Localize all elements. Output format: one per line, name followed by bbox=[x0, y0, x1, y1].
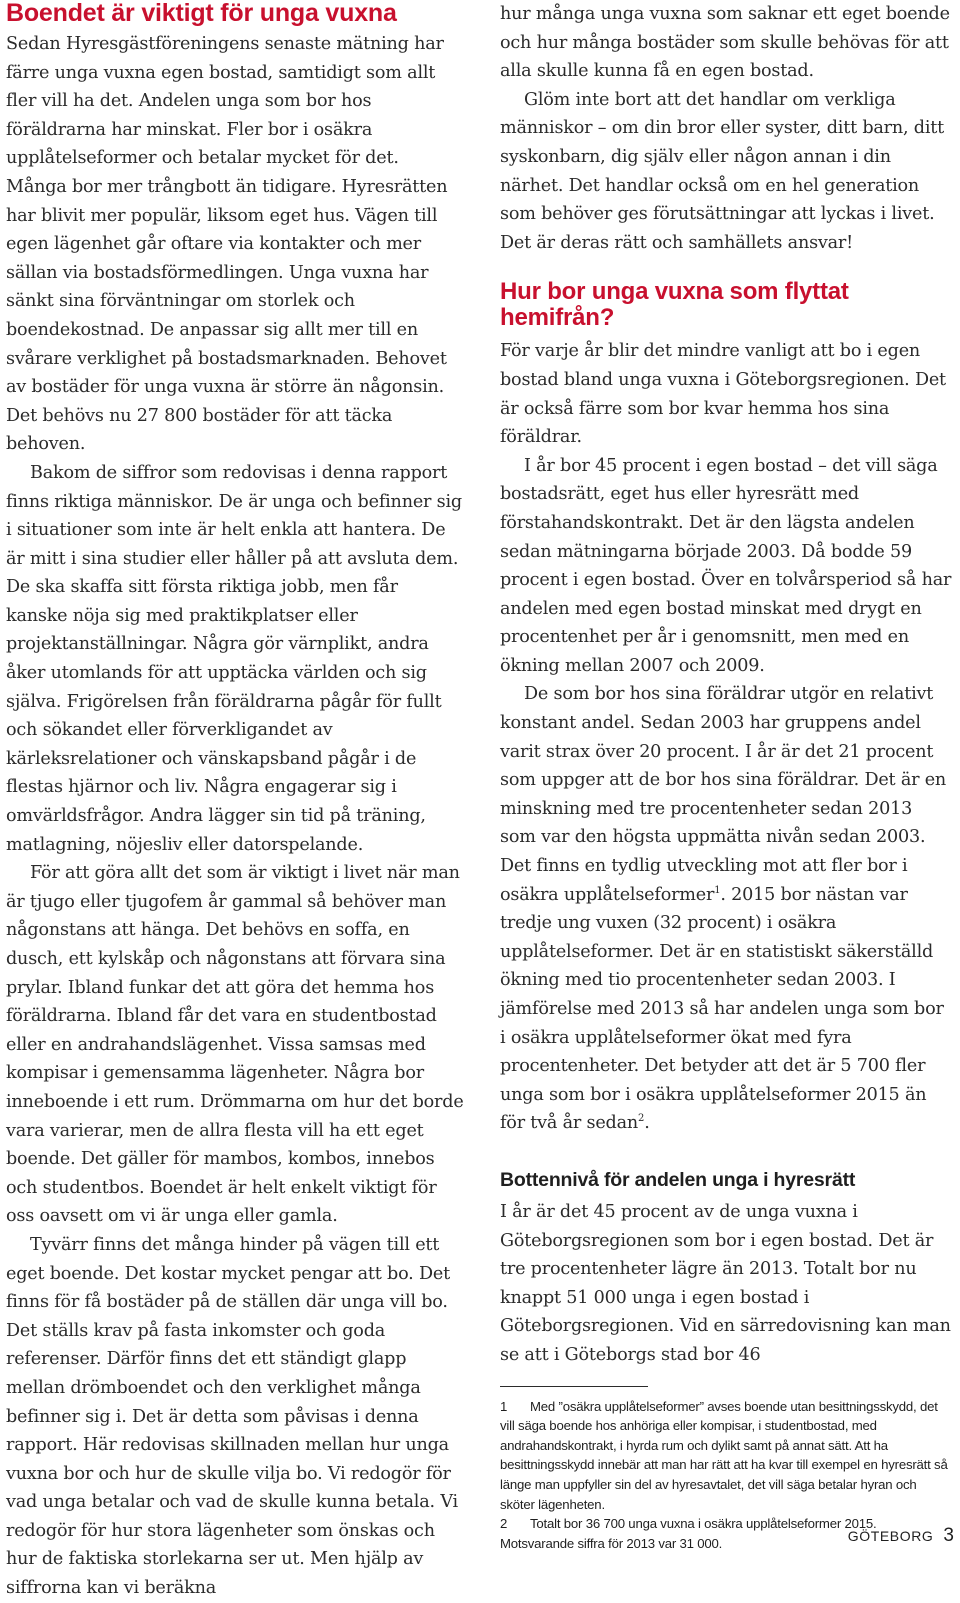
footnote-1 bbox=[500, 1397, 952, 1515]
footnote-divider bbox=[500, 1386, 648, 1387]
section-paragraph-2: I år bor 45 procent i egen bostad – det vill säga bostadsrätt, eget hus eller hyresrätt med förstahandskontrakt. Det är den lägsta andelen sedan mätningarna började 2003. Då bodde 59 procent i egen bostad. Över en tolvårsperiod så har andelen med egen bostad minskat med drygt en procentenhet per år i genomsnitt, men med en ökning mellan 2007 och 2009. bbox=[500, 455, 952, 676]
left-column bbox=[6, 0, 464, 1603]
page-footer bbox=[848, 1525, 954, 1547]
continued-paragraph: hur många unga vuxna som saknar ett eget boende och hur många bostäder som skulle behövas för att alla skulle kunna få en egen bostad. bbox=[500, 4, 950, 82]
body-paragraph-4: Tyvärr finns det många hinder på vägen till ett eget boende. Det kostar mycket pengar att bo. Det finns för få bostäder på de ställen där unga vill bo. Det ställs krav på fasta inkomster och goda referenser. Därför finns det ett ständigt glapp mellan drömboendet och den verklighet många befinner sig i. Det är detta som påvisas i denna rapport. Här redovisas skillnaden mellan hur unga vuxna bor och hur de skulle vilja bo. Vi redogör för vad unga betalar och vad de skulle kunna betala. Vi redogör för hur stora lägenheter som önskas och hur de faktiska storlekarna ser ut. Men hjälp av siffrorna kan vi beräkna bbox=[6, 1234, 458, 1599]
body-paragraph-1: Sedan Hyresgästföreningens senaste mätning har färre unga vuxna egen bostad, samtidigt som allt fler vill ha det. Andelen unga som bor hos föräldrarna har minskat. Fler bor i osäkra upplåtelseformer och betalar mycket för det. Många bor mer trångbott än tidigare. Hyresrätten har blivit mer populär, liksom eget hus. Vägen till egen lägenhet går oftare via kontakter och mer sällan via bostadsförmedlingen. Unga vuxna har sänkt sina förväntningar om storlek och boendekostnad. De anpassar sig allt mer till en svårare verklighet på bostadsmarknaden. Behovet av bostäder för unga vuxna är större än någonsin. Det behövs nu 27 800 bostäder för att täcka behoven. bbox=[6, 34, 448, 455]
paragraph-text: . 2015 bor nästan var tredje ung vuxen (32 procent) i osäkra upplåtelseformer. Det är en statistiskt säkerställd ökning med tio procentenheter sedan 2003. I jämförelse med 2013 så har andelen unga som bor i osäkra upplåtelseformer ökat med fyra procentenheter. Det betyder att det är 5 700 fler unga som bor i osäkra upplåtelseformer 2015 än för två år sedan bbox=[500, 884, 944, 1134]
paragraph-text: De som bor hos sina föräldrar utgör en relativt konstant andel. Sedan 2003 har gruppens andel varit strax över 20 procent. I år är det 21 procent som uppger att de bor hos sina föräldrar. Det är en minskning med tre procentenheter sedan 2013 som var den högsta uppmätta nivån sedan 2003. Det finns en tydlig utveckling mot att fler bor i osäkra upplåtelseformer bbox=[500, 684, 947, 905]
footnote-number: 1 bbox=[500, 1398, 508, 1414]
footnote-text: Med ”osäkra upplåtelseformer” avses boende utan besittningsskydd, det vill säga boende hos anhöriga eller kompisar, i studentbostad, med andrahandskontrakt, i hyrda rum och dylikt samt på annat sätt. Att ha besittningsskydd innebär att man har rätt att ha kvar till exempel en hyresrätt så länge man uppfyller sin del av hyresavtalet, det vill säga betalar hyran och sköter lägenheten. bbox=[500, 1398, 948, 1512]
footnote-number: 2 bbox=[500, 1516, 508, 1532]
page-heading: Boendet är viktigt för unga vuxna bbox=[6, 0, 397, 27]
section-paragraph-1: För varje år blir det mindre vanligt att bo i egen bostad bland unga vuxna i Göteborgsregionen. Det är också färre som bor kvar hemma hos sina föräldrar. bbox=[500, 341, 946, 448]
footnote-ref-2: 2 bbox=[638, 1113, 645, 1125]
paragraph-text: . bbox=[644, 1113, 650, 1134]
page-number: 3 bbox=[943, 1525, 954, 1546]
footnote-text: Totalt bor 36 700 unga vuxna i osäkra upplåtelseformer 2015. Motsvarande siffra för 2013 var 31 000. bbox=[500, 1516, 877, 1551]
section-paragraph-3 bbox=[500, 680, 952, 1138]
footnote-ref-1: 1 bbox=[714, 884, 721, 896]
footer-city: GÖTEBORG bbox=[847, 1528, 934, 1544]
section-heading: Hur bor unga vuxna som flyttat hemifrån? bbox=[500, 278, 849, 332]
right-column bbox=[500, 0, 952, 1553]
sub-heading: Bottennivå för andelen unga i hyresrätt bbox=[500, 1168, 856, 1191]
sub-paragraph: I år är det 45 procent av de unga vuxna i Göteborgsregionen som bor i egen bostad. Det är tre procentenheter lägre än 2013. Totalt bor nu knappt 51 000 unga i egen bostad i Göteborgsregionen. Vid en särredovisning kan man se att i Göteborgs stad bor 46 bbox=[500, 1201, 951, 1365]
body-paragraph-3: För att göra allt det som är viktigt i livet när man är tjugo eller tjugofem år gammal så behöver man någonstans att hänga. Det behövs en soffa, en dusch, ett kylskåp och någonstans att förvara sina prylar. Ibland funkar det att göra det hemma hos föräldrarna. Ibland får det vara en studentbostad eller en andrahandslägenhet. Vissa samsas med kompisar i gemensamma lägenheter. Några bor inneboende i ett rum. Drömmarna om hur det borde vara varierar, men de allra flesta vill ha ett eget boende. Det gäller för mambos, kombos, innebos och studentbos. Boendet är helt enkelt viktigt för oss oavsett om vi är unga eller gamla. bbox=[6, 863, 464, 1227]
body-paragraph-2: Bakom de siffror som redovisas i denna rapport finns riktiga människor. De är unga och befinner sig i situationer som inte är helt enkla att hantera. De är mitt i sina studier eller håller på att avsluta dem. De ska skaffa sitt första riktiga jobb, men får kanske nöja sig med praktikplatser eller projektanställningar. Några gör värnplikt, andra åker utomlands för att upptäcka världen och sig själva. Frigörelsen från föräldrarna pågår för fullt och sökandet eller förverkligandet av kärleksrelationer och vänskapsband pågår i de flestas hjärnor och liv. Några engagerar sig i omvärldsfrågor. Andra lägger sin tid på träning, matlagning, nöjesliv eller datorspelande. bbox=[6, 462, 462, 855]
intro-paragraph-2: Glöm inte bort att det handlar om verkliga människor – om din bror eller syster, ditt barn, ditt syskonbarn, dig själv eller någon annan i din närhet. Det handlar också om en hel generation som behöver ges förutsättningar att lyckas i livet. Det är deras rätt och samhällets ansvar! bbox=[500, 89, 945, 253]
